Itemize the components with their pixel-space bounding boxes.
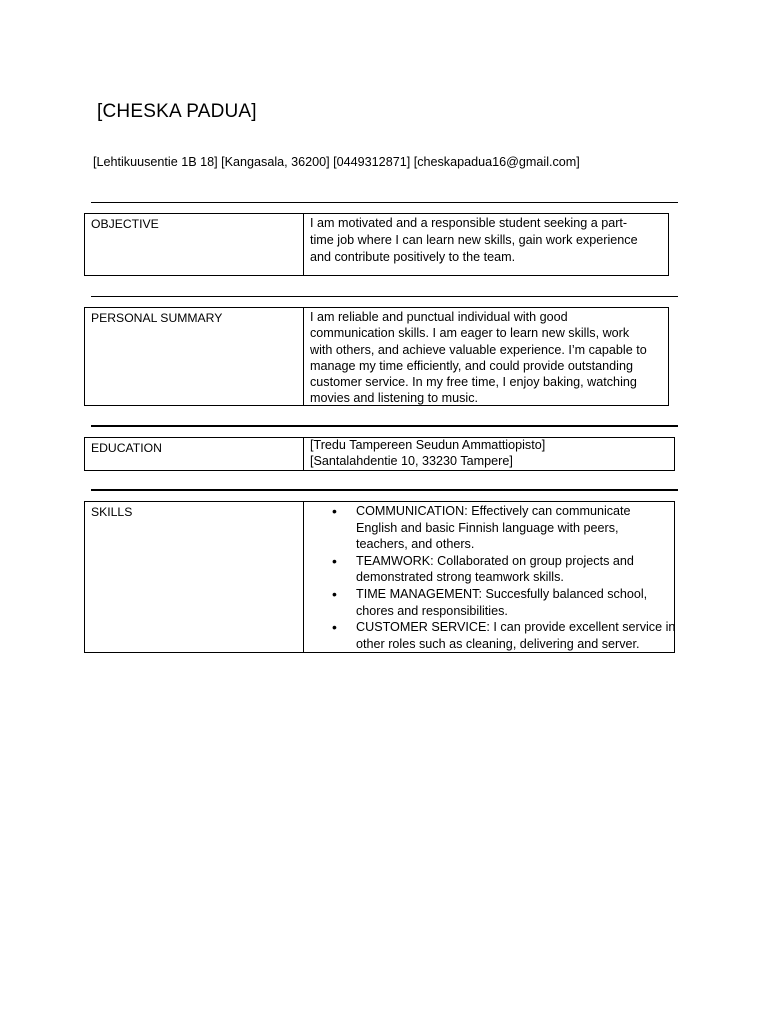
skills-content: [304, 502, 681, 652]
skill-item: [356, 553, 675, 586]
summary-line: I am reliable and punctual individual with good: [310, 310, 568, 324]
skill-line: teachers, and others.: [356, 537, 475, 552]
skill-item: [356, 619, 675, 652]
summary-label: PERSONAL SUMMARY: [85, 308, 304, 405]
education-label: EDUCATION: [85, 438, 304, 470]
contact-line: [Lehtikuusentie 1B 18] [Kangasala, 36200] [0449312871] [cheskapadua16@gmail.com]: [93, 155, 580, 169]
divider-rule: [91, 296, 678, 297]
skill-line: English and basic Finnish language with peers,: [356, 520, 619, 535]
skill-line: • TEAMWORK: Collaborated on group projects and: [356, 553, 634, 568]
summary-line: communication skills. I am eager to learn new skills, work: [310, 326, 630, 341]
summary-section: [84, 307, 669, 406]
summary-line: movies and listening to music.: [310, 391, 478, 406]
divider-rule: [91, 202, 678, 203]
objective-line: I am motivated and a responsible student seeking a part-: [310, 216, 628, 230]
summary-line: with others, and achieve valuable experience. I’m capable to: [310, 342, 647, 357]
education-section: [84, 437, 675, 471]
resume-name: [CHESKA PADUA]: [97, 101, 257, 122]
divider-rule: [91, 489, 678, 491]
skill-line: other roles such as cleaning, delivering and server.: [356, 636, 640, 651]
skills-label: SKILLS: [85, 502, 304, 652]
skills-list: [310, 503, 675, 652]
skills-section: [84, 501, 675, 653]
education-line: [Tredu Tampereen Seudun Ammattiopisto]: [310, 438, 546, 452]
skill-line: • CUSTOMER SERVICE: I can provide excellent service in: [356, 620, 676, 635]
summary-line: manage my time efficiently, and could provide outstanding: [310, 358, 633, 373]
skill-item: [356, 586, 675, 619]
objective-line: and contribute positively to the team.: [310, 249, 516, 264]
objective-label: OBJECTIVE: [85, 214, 304, 275]
summary-line: customer service. In my free time, I enjoy baking, watching: [310, 375, 637, 390]
education-line: [Santalahdentie 10, 33230 Tampere]: [310, 453, 513, 468]
objective-line: time job where I can learn new skills, gain work experience: [310, 232, 638, 247]
skill-line: • TIME MANAGEMENT: Succesfully balanced school,: [356, 586, 648, 601]
skill-line: chores and responsibilities.: [356, 603, 508, 618]
objective-content: [304, 214, 668, 275]
skill-item: [356, 503, 675, 553]
education-content: [304, 438, 674, 470]
skill-line: demonstrated strong teamwork skills.: [356, 570, 564, 585]
objective-section: [84, 213, 669, 276]
skill-line: • COMMUNICATION: Effectively can communicate: [356, 504, 631, 518]
divider-rule: [91, 425, 678, 427]
summary-content: [304, 308, 668, 405]
